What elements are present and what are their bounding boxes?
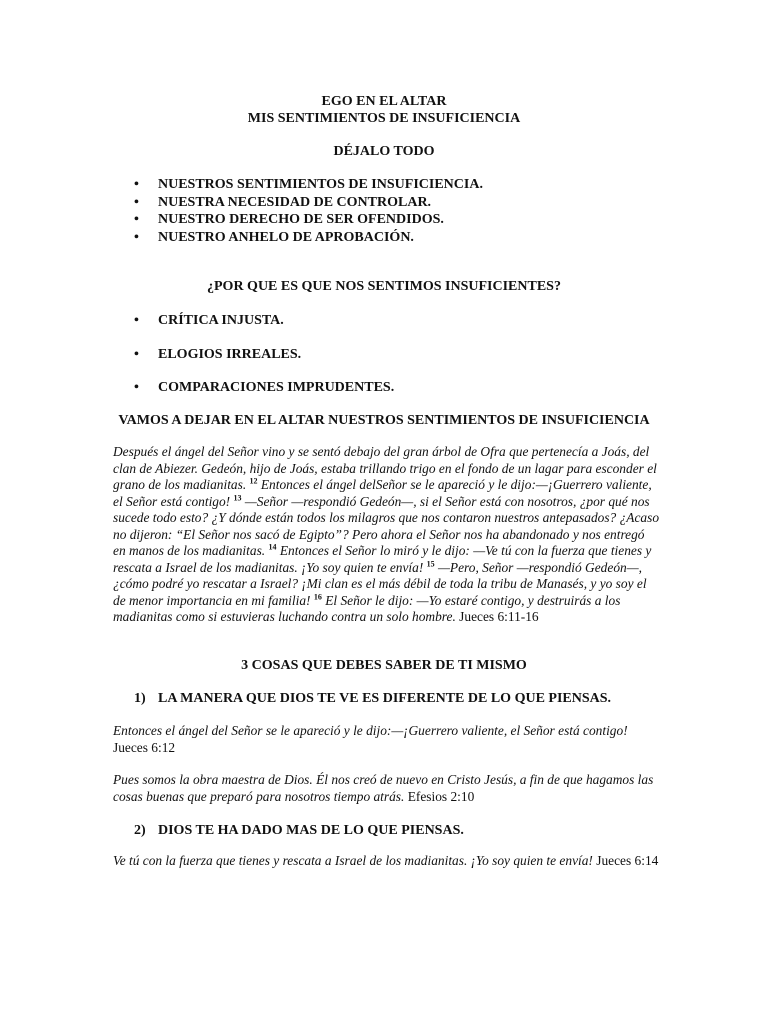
document-title: EGO EN EL ALTAR: [321, 94, 447, 109]
bullet-icon: •: [134, 347, 139, 362]
three-things-heading: 3 COSAS QUE DEBES SABER DE TI MISMO: [241, 658, 527, 673]
verse-number: 16: [313, 592, 322, 602]
bullet-icon: •: [134, 212, 139, 227]
list-item: • CRÍTICA INJUSTA.: [134, 313, 284, 328]
bullet-icon: •: [134, 229, 139, 245]
list-item: • NUESTRA NECESIDAD DE CONTROLAR.: [134, 194, 432, 210]
bullet-icon: •: [134, 177, 139, 192]
scripture-passage: Después el ángel del Señor vino y se sentó debajo del gran árbol de Ofra que pertenecía a Joás, del clan de Abiezer. Gedeón, hijo de Joás, estaba trillando trigo en el fondo de un lagar para esconder el grano de los madianitas. $^{12}$ Entonces el ángel delSeñor se le apareció y le dijo:—¡Guerrero valiente, el Señor está contigo! $^{13}$ —Señor —respondió Gedeón—, si el Señor está con nosotros, ¿por qué nos sucede todo esto? ¿Y dónde están todos los milagros que nos contaron nuestros antepasados? ¿Acaso no dijeron: “El Señor nos sacó de Egipto”? Pero ahora el Señor nos ha abandonado y nos entregó en manos de los madianitas. $^{14}$ Entonces el Señor lo miró y le dijo: —Ve tú con la fuerza que tienes y rescata a Israel de los madianitas. ¡Yo soy quien te envía! $^{15}$ —Pero, Señor —respondió Gedeón—, ¿cómo podré yo rescatar a Israel? ¡Mi clan es el más débil de toda la tribu de Manasés, y yo soy el de menor importancia en mi familia! $^{16}$ El Señor le dijo: —Yo estaré contigo, y destruirás a los madianitas como si estuvieras luchando contra un solo hombre. Jueces 6:11-16: [113, 444, 660, 624]
verse-number: 15: [426, 559, 435, 569]
list-item: • NUESTRO ANHELO DE APROBACIÓN.: [134, 229, 414, 245]
quote-efesios-2-10: Pues somos la obra maestra de Dios. Él nos creó de nuevo en Cristo Jesús, a fin de que hagamos las cosas buenas que preparó para nosotros tiempo atrás. Efesios 2:10: [113, 772, 654, 804]
bullet-icon: •: [134, 194, 139, 210]
list-item: • ELOGIOS IRREALES.: [134, 347, 302, 362]
quote-jueces-6-12: Entonces el ángel del Señor se le apareció y le dijo:—¡Guerrero valiente, el Señor está contigo! Jueces 6:12: [113, 723, 628, 755]
scripture-reference: Jueces 6:14: [592, 853, 659, 868]
verse-number: 12: [249, 476, 258, 486]
scripture-reference: Efesios 2:10: [404, 788, 475, 804]
altar-heading: VAMOS A DEJAR EN EL ALTAR NUESTROS SENTIMIENTOS DE INSUFICIENCIA: [118, 413, 650, 428]
scripture-reference: Jueces 6:11-16: [455, 609, 539, 624]
verse-number: 14: [268, 542, 277, 552]
reasons-list: [0, 312, 768, 330]
point-two: 2) DIOS TE HA DADO MAS DE LO QUE PIENSAS.: [134, 823, 464, 838]
list-item: • COMPARACIONES IMPRUDENTES.: [134, 380, 395, 395]
document-subtitle: MIS SENTIMIENTOS DE INSUFICIENCIA: [247, 111, 521, 126]
scripture-reference: Jueces 6:12: [113, 739, 176, 755]
verse-number: 13: [233, 493, 242, 503]
bullet-icon: •: [134, 313, 139, 328]
quote-jueces-6-14: Ve tú con la fuerza que tienes y rescata a Israel de los madianitas. ¡Yo soy quien te envía! Jueces 6:14: [113, 853, 659, 868]
list-item: • NUESTRO DERECHO DE SER OFENDIDOS.: [134, 212, 444, 227]
bullet-icon: •: [134, 380, 139, 395]
let-go-list: [0, 176, 768, 246]
section-heading-dejalo-todo: DÉJALO TODO: [333, 144, 435, 159]
point-one: 1) LA MANERA QUE DIOS TE VE ES DIFERENTE DE LO QUE PIENSAS.: [134, 691, 612, 706]
question-heading: ¿POR QUE ES QUE NOS SENTIMOS INSUFICIENTES?: [207, 279, 561, 294]
list-item: • NUESTROS SENTIMIENTOS DE INSUFICIENCIA.: [134, 177, 483, 192]
